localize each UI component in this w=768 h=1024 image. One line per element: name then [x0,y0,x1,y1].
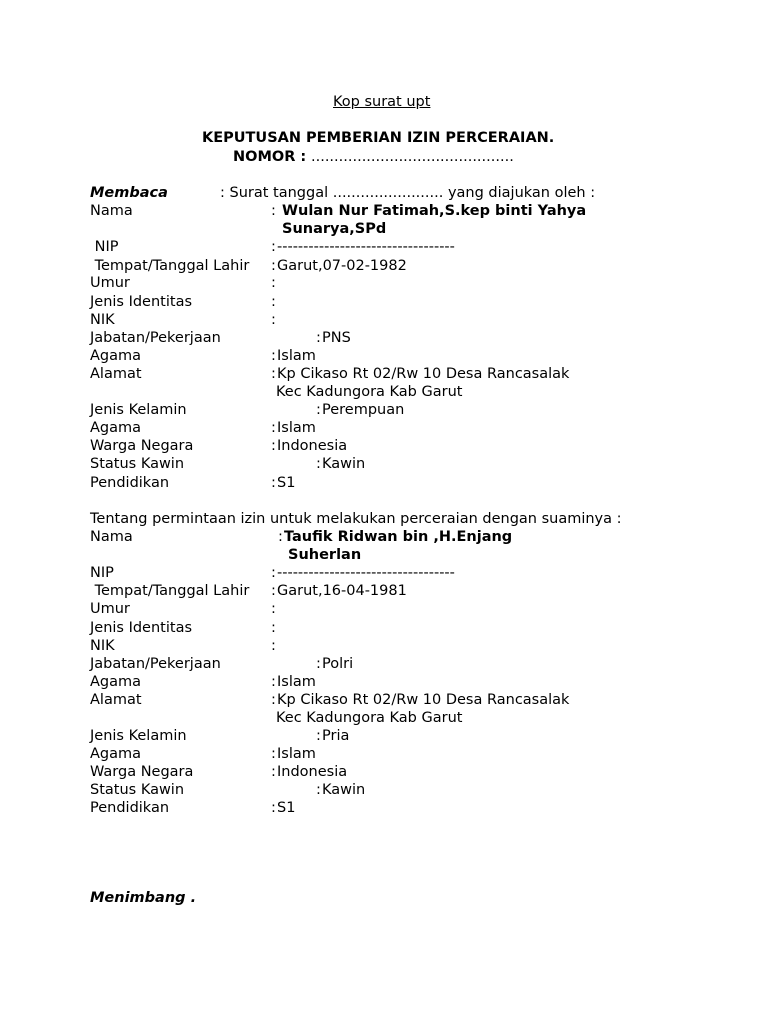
applicant-agama2-colon: : [271,420,276,436]
applicant-alamat-value: Kp Cikaso Rt 02/Rw 10 Desa Rancasalak [277,366,570,382]
spouse-alamat-label: Alamat [90,692,142,708]
applicant-pendidikan-value: S1 [277,475,296,491]
spouse-ttl-label: Tempat/Tanggal Lahir [90,583,250,599]
membaca-text: : Surat tanggal ........................ yang diajukan oleh : [220,185,596,201]
menimbang-label: Menimbang . [90,890,197,906]
spouse-jenis-kelamin-label: Jenis Kelamin [90,728,187,744]
applicant-status-kawin-label: Status Kawin [90,456,185,472]
applicant-nama-value-cont: Sunarya,SPd [282,221,387,237]
applicant-jenis-kelamin-colon: : [316,402,321,418]
applicant-alamat-colon: : [271,366,276,382]
applicant-jabatan-colon: : [316,330,321,346]
spouse-status-kawin-value: Kawin [322,782,366,798]
spouse-pendidikan-value: S1 [277,800,296,816]
applicant-nama-label: Nama [90,203,133,219]
spouse-jabatan-colon: : [316,656,321,672]
spouse-alamat-colon: : [271,692,276,708]
applicant-jenis-identitas-label: Jenis Identitas [90,294,193,310]
spouse-jenis-kelamin-value: Pria [322,728,350,744]
spouse-nama-value-cont: Suherlan [288,547,362,563]
applicant-nip-label: NIP [90,239,119,255]
spouse-alamat-value-cont: Kec Kadungora Kab Garut [276,710,463,726]
spouse-warga-negara-label: Warga Negara [90,764,194,780]
applicant-nama-colon: : [271,203,281,219]
spouse-nama-label: Nama [90,529,133,545]
spouse-umur-colon: : [271,601,276,617]
document-title: KEPUTUSAN PEMBERIAN IZIN PERCERAIAN. [202,130,555,146]
spouse-nik-label: NIK [90,638,115,654]
applicant-alamat-label: Alamat [90,366,142,382]
applicant-ttl-value: Garut,07-02-1982 [277,258,407,274]
applicant-nama-value: Wulan Nur Fatimah,S.kep binti Yahya [282,203,587,219]
spouse-nip-colon: : [271,565,276,581]
applicant-agama2-label: Agama [90,420,142,436]
spouse-agama-label: Agama [90,674,142,690]
applicant-pendidikan-label: Pendidikan [90,475,170,491]
spouse-nama-value: Taufik Ridwan bin ,H.Enjang [284,529,513,545]
applicant-nip-value: ---------------------------------- [277,239,455,255]
applicant-pendidikan-colon: : [271,475,276,491]
spouse-ttl-colon: : [271,583,276,599]
applicant-nip-colon: : [271,239,276,255]
applicant-ttl-colon: : [271,258,276,274]
spouse-warga-negara-value: Indonesia [277,764,348,780]
applicant-agama-colon: : [271,348,276,364]
spouse-umur-label: Umur [90,601,130,617]
spouse-agama-colon: : [271,674,276,690]
applicant-nik-label: NIK [90,312,115,328]
spouse-warga-negara-colon: : [271,764,276,780]
spouse-nip-value: ---------------------------------- [277,565,455,581]
spouse-jenis-kelamin-colon: : [316,728,321,744]
spouse-pendidikan-label: Pendidikan [90,800,170,816]
spouse-nik-colon: : [271,638,276,654]
applicant-jenis-kelamin-value: Perempuan [322,402,405,418]
applicant-jabatan-label: Jabatan/Pekerjaan [90,330,221,346]
spouse-agama2-label: Agama [90,746,142,762]
spouse-ttl-value: Garut,16-04-1981 [277,583,407,599]
applicant-warga-negara-value: Indonesia [277,438,348,454]
spouse-agama2-colon: : [271,746,276,762]
applicant-status-kawin-colon: : [316,456,321,472]
applicant-jenis-kelamin-label: Jenis Kelamin [90,402,187,418]
spouse-alamat-value: Kp Cikaso Rt 02/Rw 10 Desa Rancasalak [277,692,570,708]
applicant-agama-label: Agama [90,348,142,364]
nomor-label: NOMOR : [233,149,307,165]
spouse-jenis-identitas-colon: : [271,620,276,636]
applicant-umur-label: Umur [90,275,130,291]
applicant-status-kawin-value: Kawin [322,456,366,472]
applicant-warga-negara-colon: : [271,438,276,454]
kop-surat-label: Kop surat upt [333,94,431,110]
spouse-jabatan-label: Jabatan/Pekerjaan [90,656,221,672]
spouse-nip-label: NIP [90,565,114,581]
spouse-jabatan-value: Polri [322,656,354,672]
tentang-paragraph: Tentang permintaan izin untuk melakukan perceraian dengan suaminya : [90,511,622,527]
spouse-agama-value: Islam [277,674,316,690]
spouse-nama-colon: : [278,529,283,545]
applicant-alamat-value-cont: Kec Kadungora Kab Garut [276,384,463,400]
spouse-pendidikan-colon: : [271,800,276,816]
applicant-agama-value: Islam [277,348,316,364]
membaca-label: Membaca [90,185,168,201]
spouse-status-kawin-label: Status Kawin [90,782,185,798]
applicant-ttl-label: Tempat/Tanggal Lahir [90,258,250,274]
applicant-nik-colon: : [271,312,276,328]
applicant-warga-negara-label: Warga Negara [90,438,194,454]
applicant-umur-colon: : [271,275,276,291]
applicant-jenis-identitas-colon: : [271,294,276,310]
applicant-agama2-value: Islam [277,420,316,436]
spouse-status-kawin-colon: : [316,782,321,798]
spouse-jenis-identitas-label: Jenis Identitas [90,620,193,636]
spouse-agama2-value: Islam [277,746,316,762]
nomor-value: ............................................ [311,149,514,165]
applicant-jabatan-value: PNS [322,330,351,346]
